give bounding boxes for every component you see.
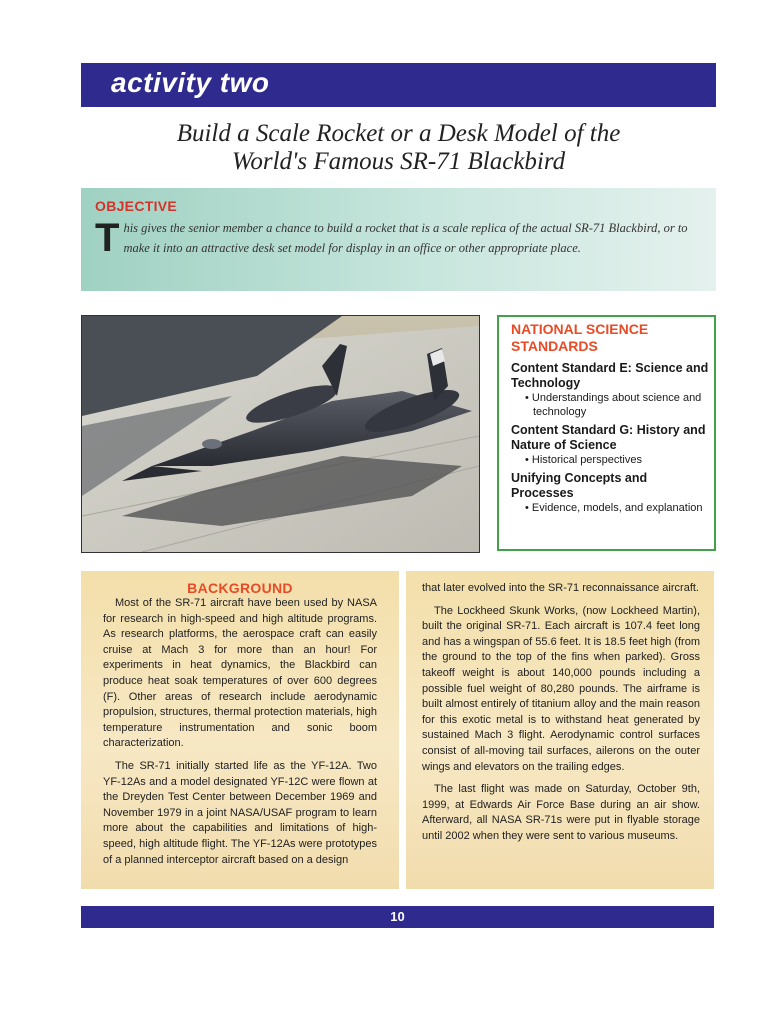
standard-title: Content Standard G: History and Nature of Science [511, 423, 706, 452]
background-paragraph: The Lockheed Skunk Works, (now Lockheed Martin), built the original SR-71. Each aircraft is 107.4 feet long and has a wingspan of 55.6 feet. It is 18.5 feet high (from the ground to the top of the fins when parked). Gross takeoff weight is about 140,000 pounds including a possible fuel weight of 80,280 pounds. The airframe is built almost entirely of titanium alloy and the main reason for this exotic metal is to withstand heat generated by sustained Mach 3 flight. Aerodynamic control surfaces consist of all-moving tail surfaces, ailerons on the outer wings and elevators on the trailing edges. [422, 604, 700, 773]
activity-label: activity two [111, 67, 270, 98]
objective-heading: OBJECTIVE [95, 198, 178, 214]
objective-text-block [95, 218, 700, 258]
national-science-standards-box [497, 315, 716, 551]
background-right-column [406, 571, 714, 889]
background-paragraph: Most of the SR-71 aircraft have been used by NASA for research in high-speed and high altitude programs. As research platforms, the aerospace craft can easily cruise at Mach 3 for more than an hour! For experiments in heat dynamics, the Blackbird can produce heat soak temperatures of over 600 degrees (F). Other areas of research include aerodynamic propulsion, structures, thermal protection materials, high temperature instrumentation and sonic boom characterization. [103, 597, 377, 750]
page-title [81, 120, 716, 176]
page-number: 10 [390, 909, 405, 924]
standard-bullet: • Understandings about science and technology [525, 392, 702, 418]
background-heading: BACKGROUND [187, 580, 293, 596]
standard-title: Content Standard E: Science and Technology [511, 361, 709, 390]
objective-text: his gives the senior member a chance to build a rocket that is a scale replica of the actual SR-71 Blackbird, or to make it into an attractive desk set model for display in an office or other appropriate place. [123, 221, 688, 255]
background-paragraph: The SR-71 initially started life as the YF-12A. Two YF-12As and a model designated YF-12C were flown at the Dreyden Test Center between December 1969 and November 1979 in a joint NASA/USAF program to learn more about the capabilities and limitations of high-speed, high altitude flight. The YF-12As were prototypes of a planned interceptor aircraft based on a design [103, 759, 377, 866]
page-title-line-2: World's Famous SR-71 Blackbird [231, 148, 566, 175]
activity-header-band [81, 63, 716, 107]
standard-title: Unifying Concepts and Processes [511, 471, 648, 500]
background-right-text [406, 571, 714, 845]
background-paragraph: The last flight was made on Saturday, October 9th, 1999, at Edwards Air Force Base during an air show. Afterward, all NASA SR-71s were put in flyable storage until 2002 when they were sent to various museums. [422, 783, 700, 842]
standard-bullet: • Historical perspectives [525, 454, 642, 466]
background-left-column [81, 571, 399, 889]
page-title-line-1: Build a Scale Rocket or a Desk Model of the [176, 120, 621, 147]
background-left-text [81, 596, 399, 868]
background-continuation: that later evolved into the SR-71 reconnaissance aircraft. [422, 582, 699, 594]
standards-heading [511, 321, 711, 355]
sr71-photo [81, 315, 480, 553]
standards-list [511, 359, 709, 519]
standards-heading-line-1: NATIONAL SCIENCE [511, 321, 649, 337]
footer-band [81, 906, 714, 928]
objective-box [81, 188, 716, 291]
standard-bullet: • Evidence, models, and explanation [525, 502, 703, 514]
objective-dropcap: T [95, 216, 120, 260]
sr71-aircraft-illustration [82, 316, 479, 552]
standards-heading-line-2: STANDARDS [511, 338, 598, 354]
